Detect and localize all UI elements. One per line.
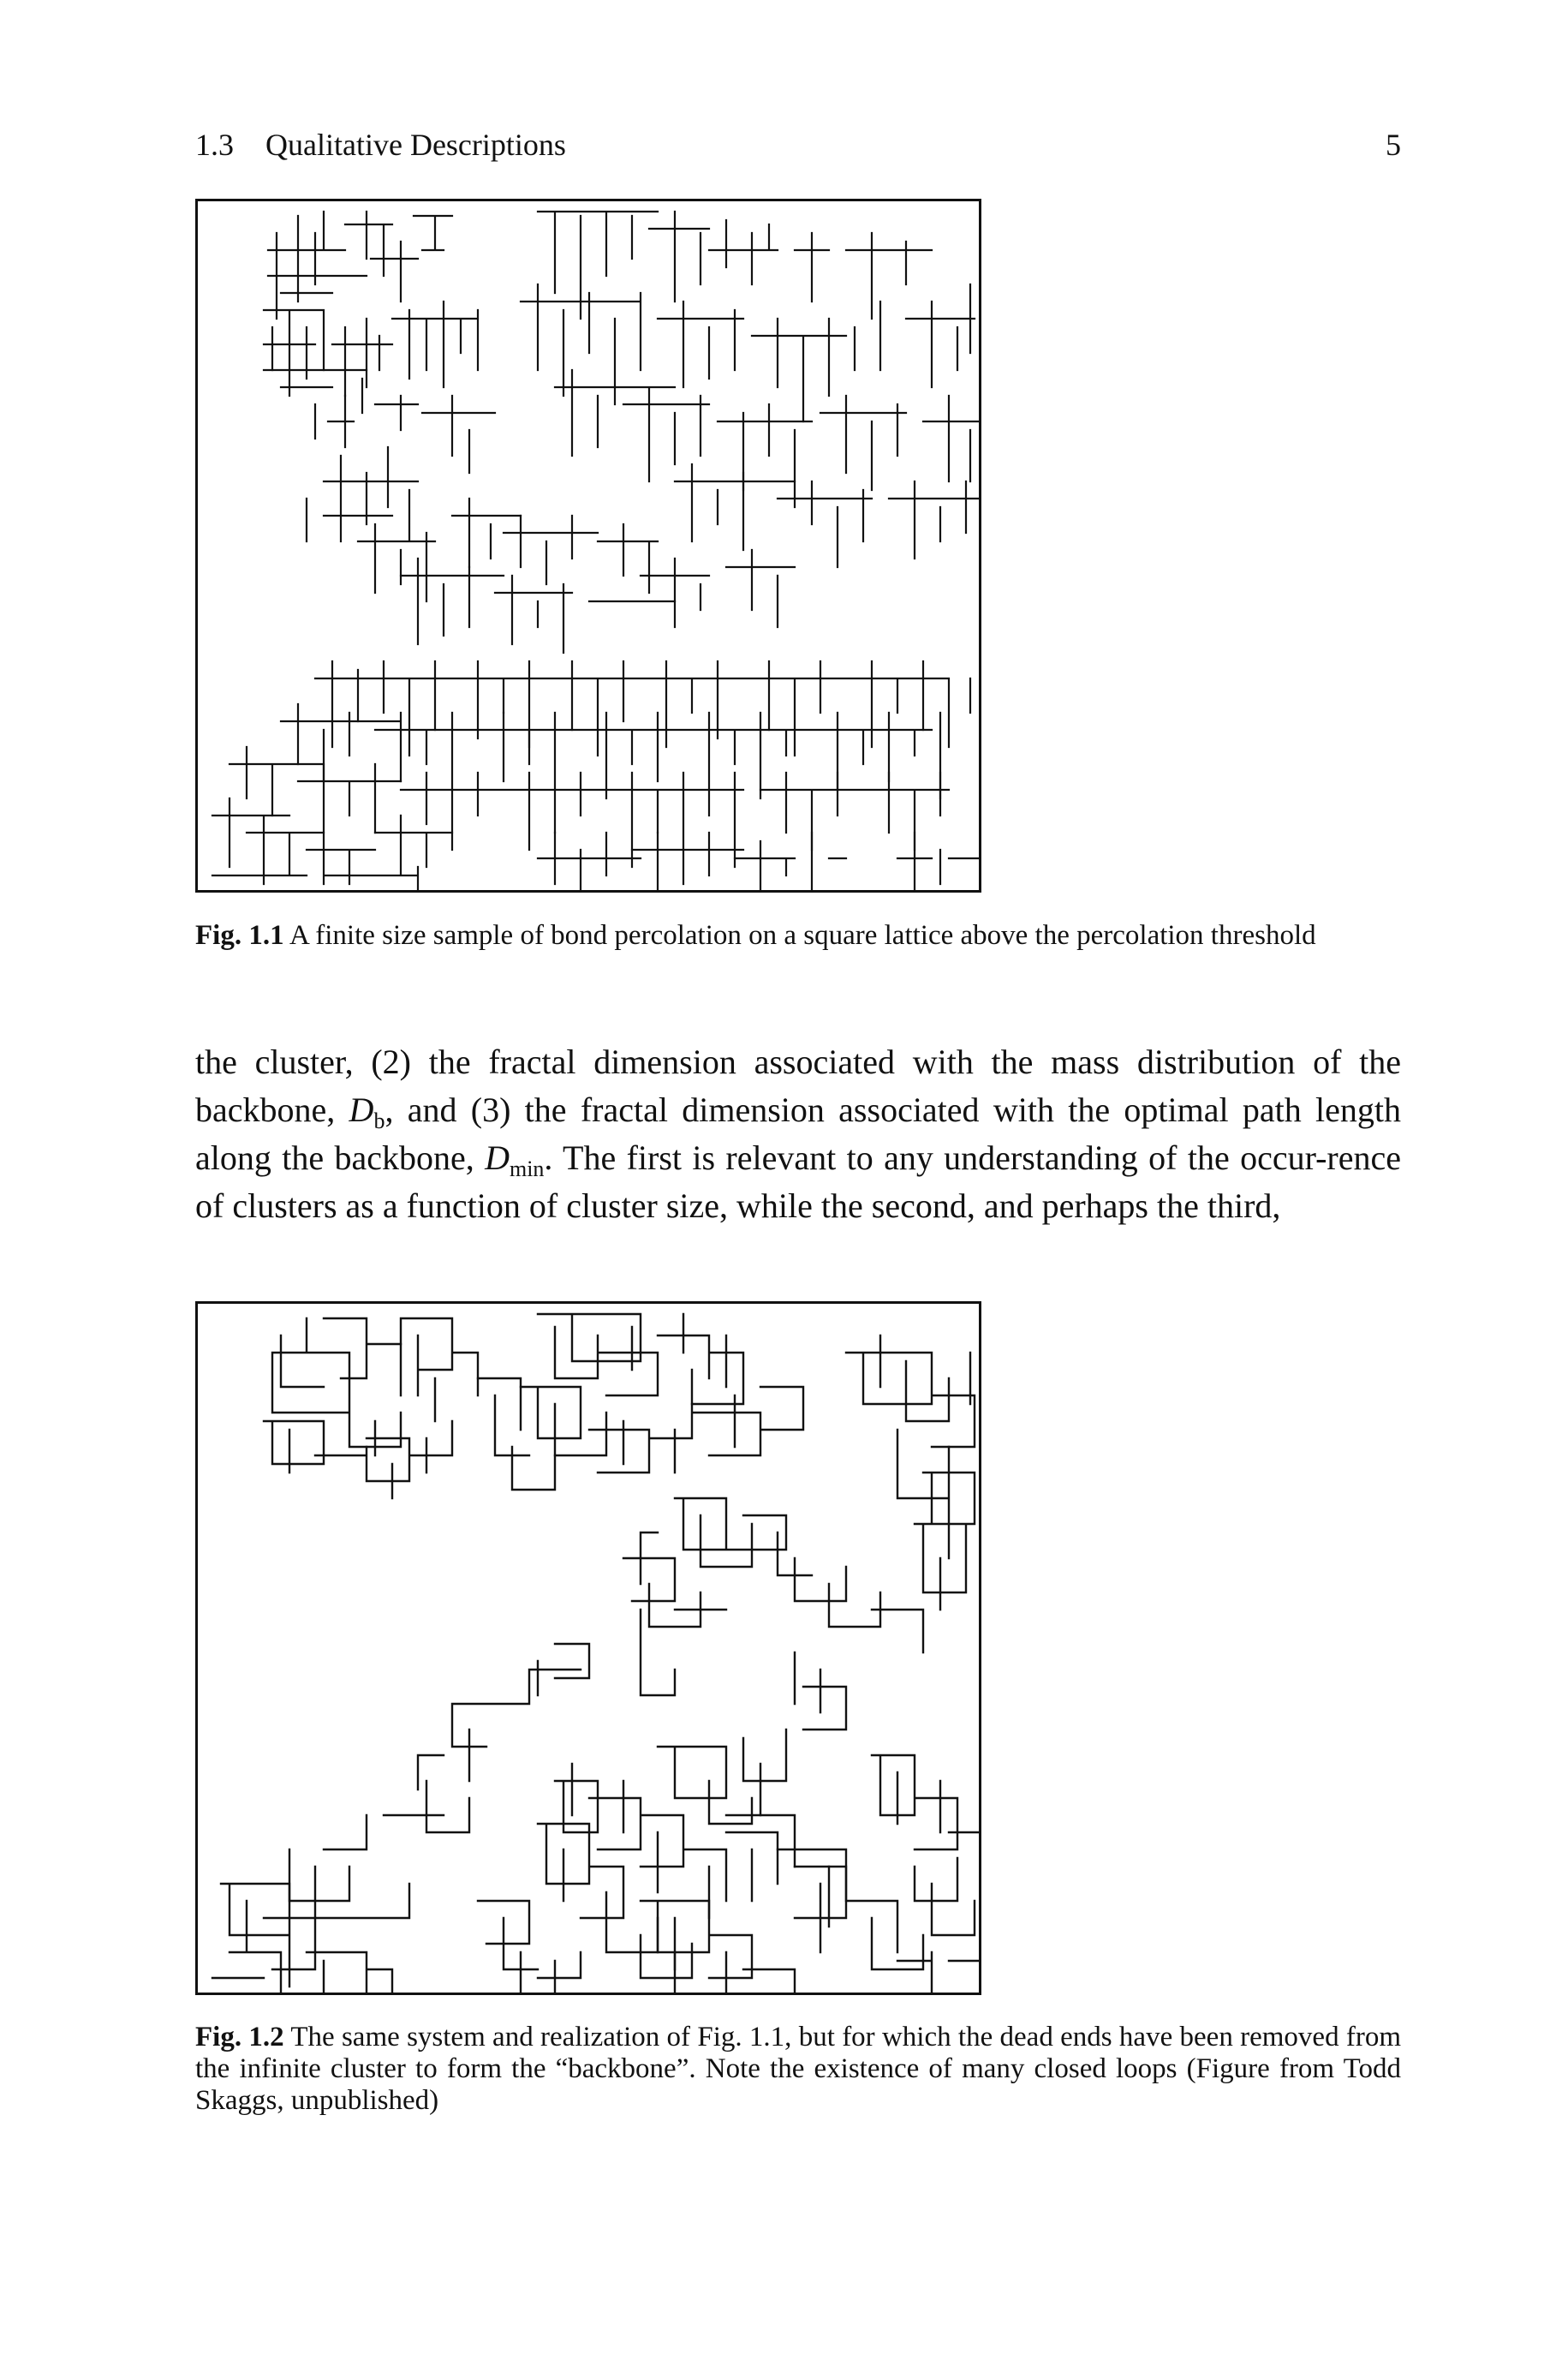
figure-1-percolation-cluster xyxy=(195,199,981,893)
d-b-subscript: b xyxy=(373,1108,385,1133)
section-number: 1.3 xyxy=(195,128,234,162)
d-b-symbol xyxy=(349,1090,385,1133)
figure-1-bonds xyxy=(212,212,979,891)
section-title: Qualitative Descriptions xyxy=(265,128,566,162)
figure-1-lattice-drawing xyxy=(195,199,981,893)
d-min-subscript: min xyxy=(509,1156,545,1181)
page-number: 5 xyxy=(1386,128,1401,162)
figure-1-caption xyxy=(195,920,1401,952)
figure-2-caption xyxy=(195,2022,1401,2117)
body-text-part-2: , and (3) the fractal dimension associated with the optimal path length along the backbone, xyxy=(195,1090,1401,1177)
figure-1-caption-text: A finite size sample of bond percolation on a square lattice above the percolation threshold xyxy=(289,920,1316,951)
figure-2-label: Fig. 1.2 xyxy=(195,2022,284,2052)
figure-2-caption-text: The same system and realization of Fig. 1.1, but for which the dead ends have been removed from the infinite cluster to form the “backbone”. Note the existence of many closed loops (Figure from Todd Skaggs, unpublished) xyxy=(195,2022,1402,2116)
d-min-letter: D xyxy=(485,1138,510,1177)
figure-2-bonds xyxy=(212,1314,979,1993)
body-text-part-3: . The first is relevant to any understanding of the occur-rence of clusters as a function of cluster size, while the second, and perhaps the third, xyxy=(195,1138,1401,1225)
figure-1-label: Fig. 1.1 xyxy=(195,920,284,951)
figure-2-lattice-drawing xyxy=(195,1301,981,1995)
body-paragraph xyxy=(195,1038,1401,1230)
d-b-letter: D xyxy=(349,1090,374,1129)
d-min-symbol xyxy=(485,1138,545,1181)
figure-2-backbone xyxy=(195,1301,981,1995)
running-head xyxy=(195,127,1401,164)
body-text-part-1: the cluster, (2) the fractal dimension associated with the mass distribution of the backbone, xyxy=(195,1043,1401,1129)
